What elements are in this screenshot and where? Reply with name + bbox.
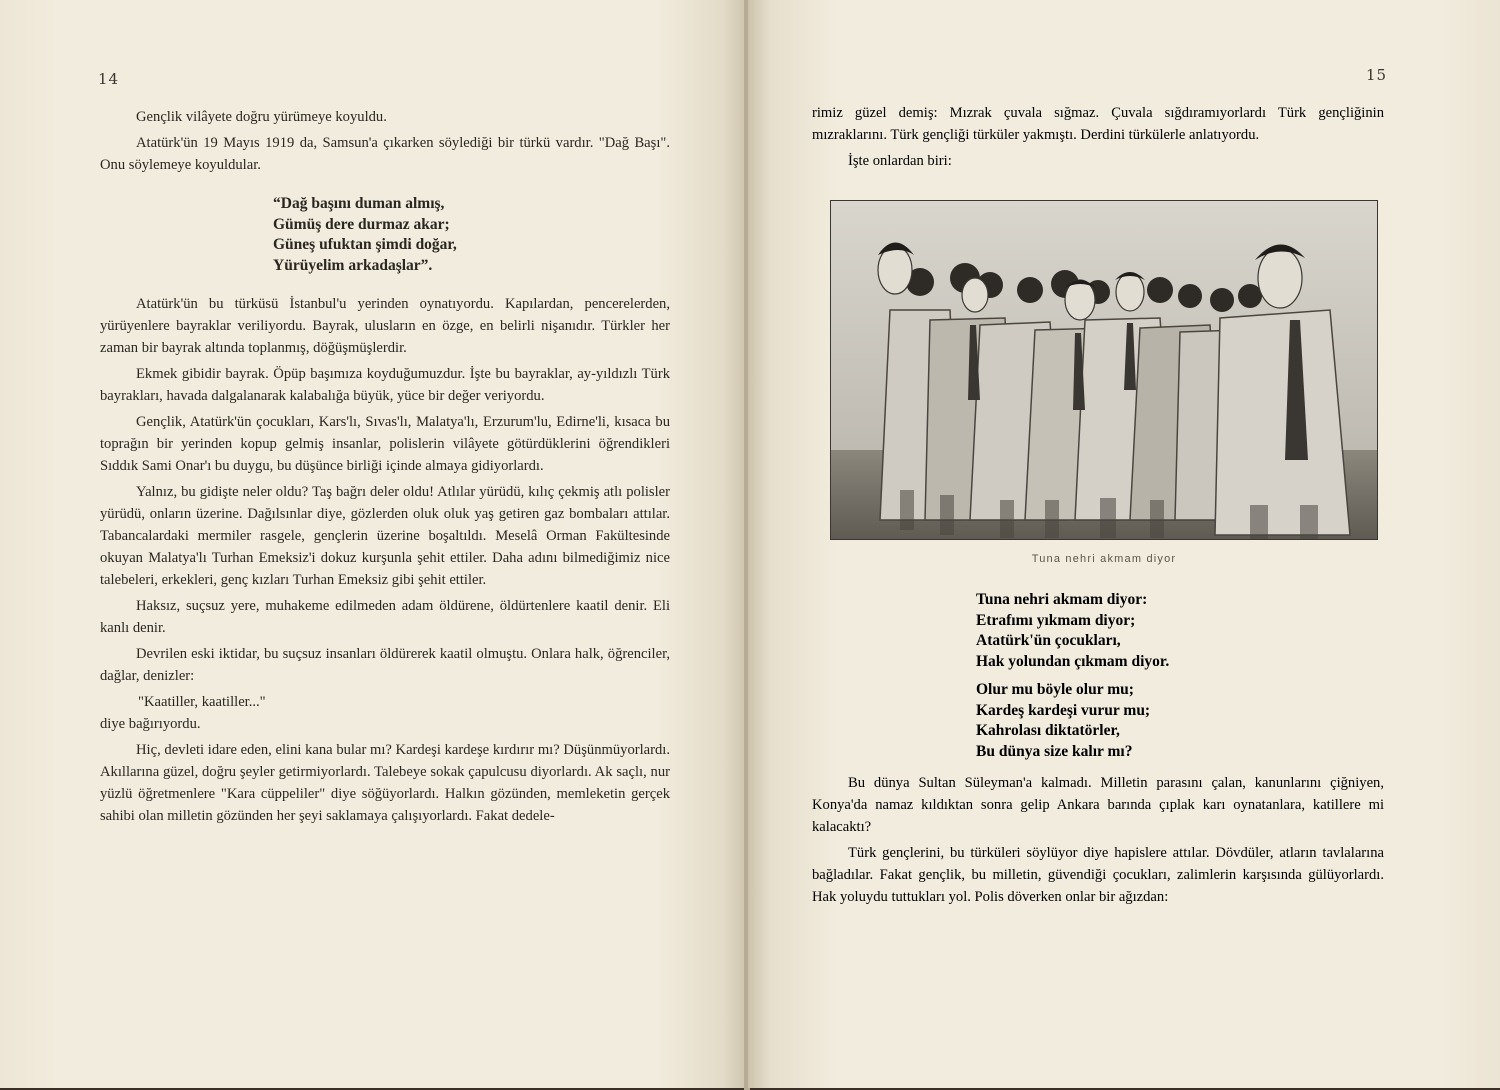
verse-line: Olur mu böyle olur mu; [976,681,1134,698]
paragraph: Bu dünya Sultan Süleyman'a kalmadı. Milletin parasını çalan, kanunlarını çiğniyen, Konya'da namaz kıldıktan sonra gelip Ankara barında çıplak karı oynatanlara, katillere mi kalacaktı? [812,775,1384,835]
paragraph: Türk gençlerini, bu türküleri söylüyor diye hapislere attılar. Dövdüler, atların tavlalarına bağladılar. Fakat gençlik, bu milletin, güvendiği çocukları, zalimlerin karşısında gülüyorlardı. Hak yoluydu tuttukları yol. Polis döverken onlar bir ağızdan: [812,845,1384,905]
verse-line: Etrafımı yıkmam diyor; [976,611,1136,629]
quote-line: "Kaatiller, kaatiller..." [138,694,266,710]
verse-line: Bu dünya size kalır mı? [976,742,1133,760]
left-top-text [100,106,670,180]
page-number-right: 15 [1366,66,1388,84]
paragraph: Atatürk'ün 19 Mayıs 1919 da, Samsun'a çıkarken söylediği bir türkü vardır. "Dağ Başı". Onu söylemeye koyuldular. [100,135,670,173]
verse-line: Atatürk'ün çocukları, [976,632,1121,649]
paragraph: diye bağırıyordu. [100,716,201,732]
photo-caption: Tuna nehri akmam diyor [1031,553,1177,565]
right-bottom-text [812,772,1384,912]
verse-line: “Dağ başını duman almış, [273,195,445,212]
photo-image [830,200,1378,540]
paragraph: Gençlik vilâyete doğru yürümeye koyuldu. [136,109,387,125]
paragraph: Yalnız, bu gidişte neler oldu? Taş bağrı deler oldu! Atlılar yürüdü, kılıç çekmiş atlı polisler yürüdü, onların üzerine. Dağılsınlar diye, gözlerden oluk oluk yaş getiren gaz bombaları attılar. Tabancalardaki mermiler rasgele, gençlerin üzerine boşaltıldı. Meselâ Orman Fakültesinde okuyan Malatya'lı Turhan Emeksiz'i dokuz kurşunla şehit ettiler. Daha adını bilmediğimiz nice talebeleri, erkekleri, genç kızları Turhan Emeksiz gibi şehit ettiler. [100,484,670,588]
verse-dag-basi [273,194,457,276]
verse-line: Kahrolası diktatörler, [976,722,1120,739]
paragraph: Devrilen eski iktidar, bu suçsuz insanları öldürerek kaatil olmuştu. Onlara halk, öğrenciler, dağlar, denizler: [100,646,670,684]
verse-line: Gümüş dere durmaz akar; [273,215,450,233]
verse-line: Yürüyelim arkadaşlar”. [273,256,433,274]
paragraph: Gençlik, Atatürk'ün çocukları, Kars'lı, Sıvas'lı, Malatya'lı, Erzurum'lu, Edirne'li, kısaca bu toprağın bir yerinden kopup gelmiş insanlar, polislerin vilâyete götürdüklerini öğrendikleri Sıddık Sami Onar'ı bu duygu, bu düşünce birliği içinde almaya gidiyorlardı. [100,414,670,474]
paragraph: Haksız, suçsuz yere, muhakeme edilmeden adam öldürene, öldürtenlere kaatil denir. Eli kanlı denir. [100,598,670,636]
paragraph: Hiç, devleti idare eden, elini kana bular mı? Kardeşi kardeşe kırdırır mı? Düşünmüyorlardı. Akıllarına güzel, doğru şeyler getirmiyorlardı. Talebeye sokak çapulcusu diyorlardı. Ak saçlı, nur yüzlü öğretmenlere "Kara cüppeliler" diye söğüyorlardı. Halkın gözünden, memleketin gerçek sahibi olan milletin gözünden her şeyi saklamaya çalışıyorlardı. Fakat dedele- [100,742,670,824]
verse-line: Tuna nehri akmam diyor: [976,591,1148,608]
verse-line: Kardeş kardeşi vurur mu; [976,701,1151,719]
page-number-left: 14 [98,70,120,88]
paragraph: rimiz güzel demiş: Mızrak çuvala sığmaz. Çuvala sığdıramıyorlardı Türk gençliğinin mızraklarını. Türk gençliği türküler yakmıştı. Derdini türkülerle anlatıyordu. [812,105,1384,143]
verse-line: Güneş ufuktan şimdi doğar, [273,236,457,253]
paragraph: Ekmek gibidir bayrak. Öpüp başımıza koyduğumuzdur. İşte bu bayraklar, ay-yıldızlı Türk bayrakları, havada dalgalanarak kalabalığa büyük, yüce bir değer veriyordu. [100,366,670,404]
verse-line: Hak yolundan çıkmam diyor. [976,652,1170,670]
left-mid-text [100,293,670,831]
photo-marching-students [830,200,1378,540]
verse-tuna-1 [976,590,1169,672]
right-top-text [812,102,1384,176]
left-page [0,0,746,1088]
paragraph: Atatürk'ün bu türküsü İstanbul'u yerinden oynatıyordu. Kapılardan, pencerelerden, yürüyenlere bayraklar veriliyordu. Bayrak, ulusların en özge, en belirli nişanıdır. Türkler her zaman bir bayrak altında toplanmış, döğüşmüşlerdir. [100,296,670,356]
paragraph: İşte onlardan biri: [848,153,952,169]
verse-tuna-2 [976,680,1150,762]
